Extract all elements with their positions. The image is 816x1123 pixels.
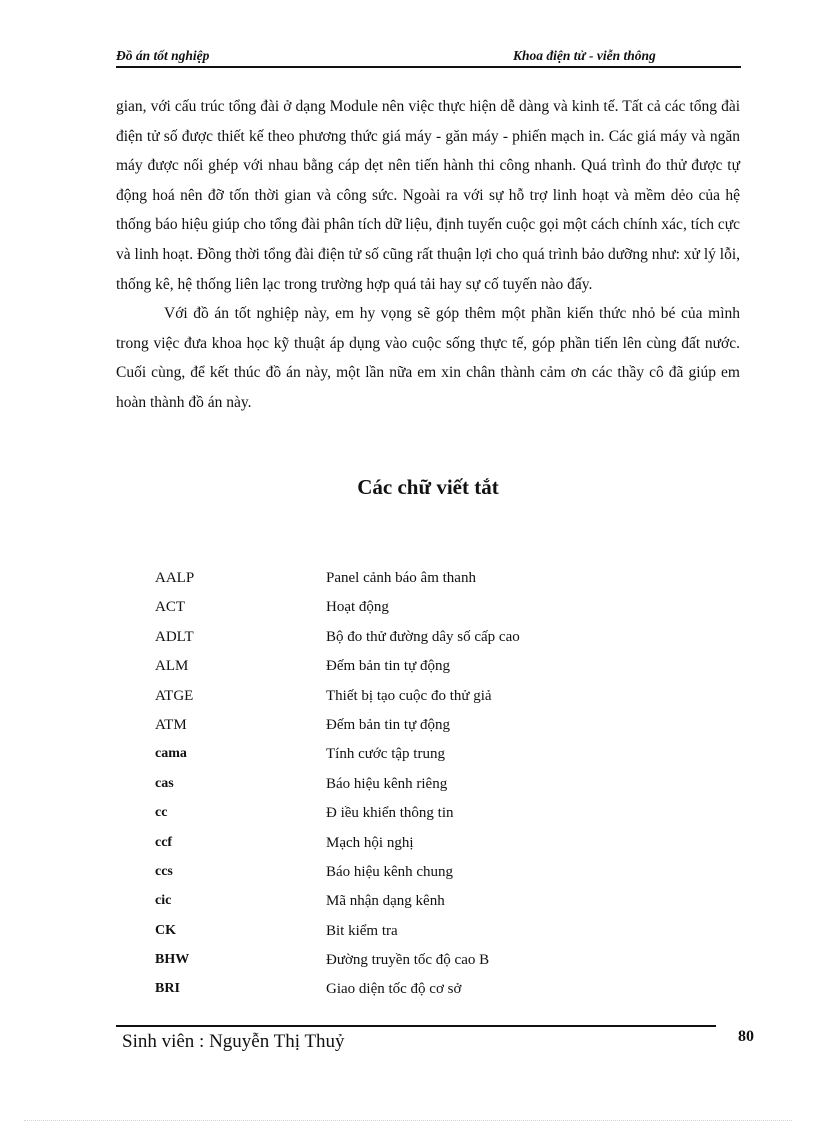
header-faculty: Khoa điện tử - viễn thông [513,48,656,63]
section-title: Các chữ viết tắt [357,475,499,499]
body-line: Với đồ án tốt nghiệp này, em hy vọng sẽ góp thêm một phần kiến thức nhỏ bé [164,305,676,323]
abbreviation-row [155,831,715,860]
abbreviation-definition: Bit kiểm tra [326,922,398,939]
page-bottom-border [24,1120,792,1121]
abbreviation-row [155,919,715,948]
page-number: 80 [738,1028,754,1045]
abbreviation-term: BRI [155,981,180,997]
body-line: của mình trong việc đưa khoa học kỹ thuật áp dụng vào cuộc sống thực tế, góp phần [116,305,741,352]
abbreviation-row [155,948,715,977]
header-divider [116,66,741,68]
abbreviation-definition: Đường truyền tốc độ cao B [326,952,490,969]
abbreviation-definition: Tính cước tập trung [326,746,445,763]
abbreviation-row [155,595,715,624]
abbreviation-row [155,566,715,595]
abbreviation-row [155,977,715,1006]
abbreviation-row [155,684,715,713]
paragraph-1 [116,92,740,299]
abbreviation-term: ACT [155,599,185,616]
abbreviation-row [155,625,715,654]
abbreviation-list [155,566,715,1007]
abbreviation-definition: Panel cảnh báo âm thanh [326,570,476,586]
abbreviation-term: ccs [155,863,173,879]
abbreviation-term: cas [155,775,174,791]
abbreviation-row [155,742,715,771]
abbreviation-definition: Đ iều khiển thông tin [326,805,454,822]
abbreviation-definition: Đếm bản tin tự động [326,658,450,675]
abbreviation-term: AALP [155,570,195,586]
abbreviation-row [155,654,715,683]
body-line: thành cảm ơn các thầy cô đã giúp em hoàn thành đồ án này. [116,364,740,411]
body-text [116,92,740,418]
abbreviation-term: cama [155,746,187,762]
body-line: Ngoài ra với sự hỗ trợ linh hoạt và mềm dẻo của hệ thống báo hiệu giúp cho tổng đài [116,186,740,234]
abbreviation-term: ALM [155,658,189,675]
abbreviation-row [155,860,715,889]
abbreviation-row [155,713,715,742]
abbreviation-definition: Báo hiệu kênh chung [326,863,454,880]
footer-student-name: Sinh viên : Nguyễn Thị Thuỷ [122,1031,345,1052]
abbreviation-term: cc [155,805,168,821]
abbreviation-definition: Mã nhận dạng kênh [326,893,445,910]
abbreviation-definition: Đếm bản tin tự động [326,716,450,733]
abbreviation-term: ATGE [155,687,194,704]
footer-divider [116,1025,716,1027]
abbreviation-definition: Bộ đo thử đường dây số cấp cao [326,628,520,645]
abbreviation-definition: Báo hiệu kênh riêng [326,775,448,792]
body-line: thi công nhanh. Quá trình đo thử được tự động hoá nên đỡ tốn thời gian và công sức. [116,157,740,204]
body-line: cả các tổng đài điện tử số được thiết kế theo phương thức giá máy - găn máy - phiến [116,98,741,145]
abbreviation-term: CK [155,922,176,938]
body-line: thống kê, hệ thống liên lạc trong trường hợp quá tải hay sự cố tuyến nào đấy. [116,275,593,293]
abbreviation-term: ADLT [155,628,194,645]
abbreviation-definition: Giao diện tốc độ cơ sở [326,981,462,998]
body-line: thời tổng đài điện tử số cũng rất thuận lợi cho quá trình bảo dưỡng như: xử lý lỗi, [235,245,740,263]
abbreviation-term: ATM [155,716,187,733]
abbreviation-row [155,889,715,918]
page-header [116,48,740,66]
body-line: phân tích dữ liệu, định tuyến cuộc gọi một cách chính xác, tích cực và linh hoạt. Đồng [116,216,740,263]
body-line: mạch in. Các giá máy và ngăn máy được nối ghép với nhau bằng cáp dẹt nên tiến hành [116,127,740,175]
abbreviation-definition: Hoạt động [326,599,389,616]
paragraph-2 [116,299,740,417]
header-thesis-title: Đồ án tốt nghiệp [116,48,210,63]
abbreviation-term: cic [155,893,172,909]
body-line: tiến lên cùng đất nước. Cuối cùng, để kết thúc đồ án này, một lần nữa em xin chân [116,334,740,382]
abbreviation-row [155,801,715,830]
abbreviation-definition: Thiết bị tạo cuộc đo thử giả [326,687,492,704]
abbreviation-definition: Mạch hội nghị [326,834,414,851]
body-line: gian, với cấu trúc tổng đài ở dạng Module nên việc thực hiện dễ dàng và kinh tế. Tất [116,98,643,115]
abbreviation-row [155,772,715,801]
abbreviation-term: ccf [155,834,173,850]
abbreviation-term: BHW [155,952,190,968]
